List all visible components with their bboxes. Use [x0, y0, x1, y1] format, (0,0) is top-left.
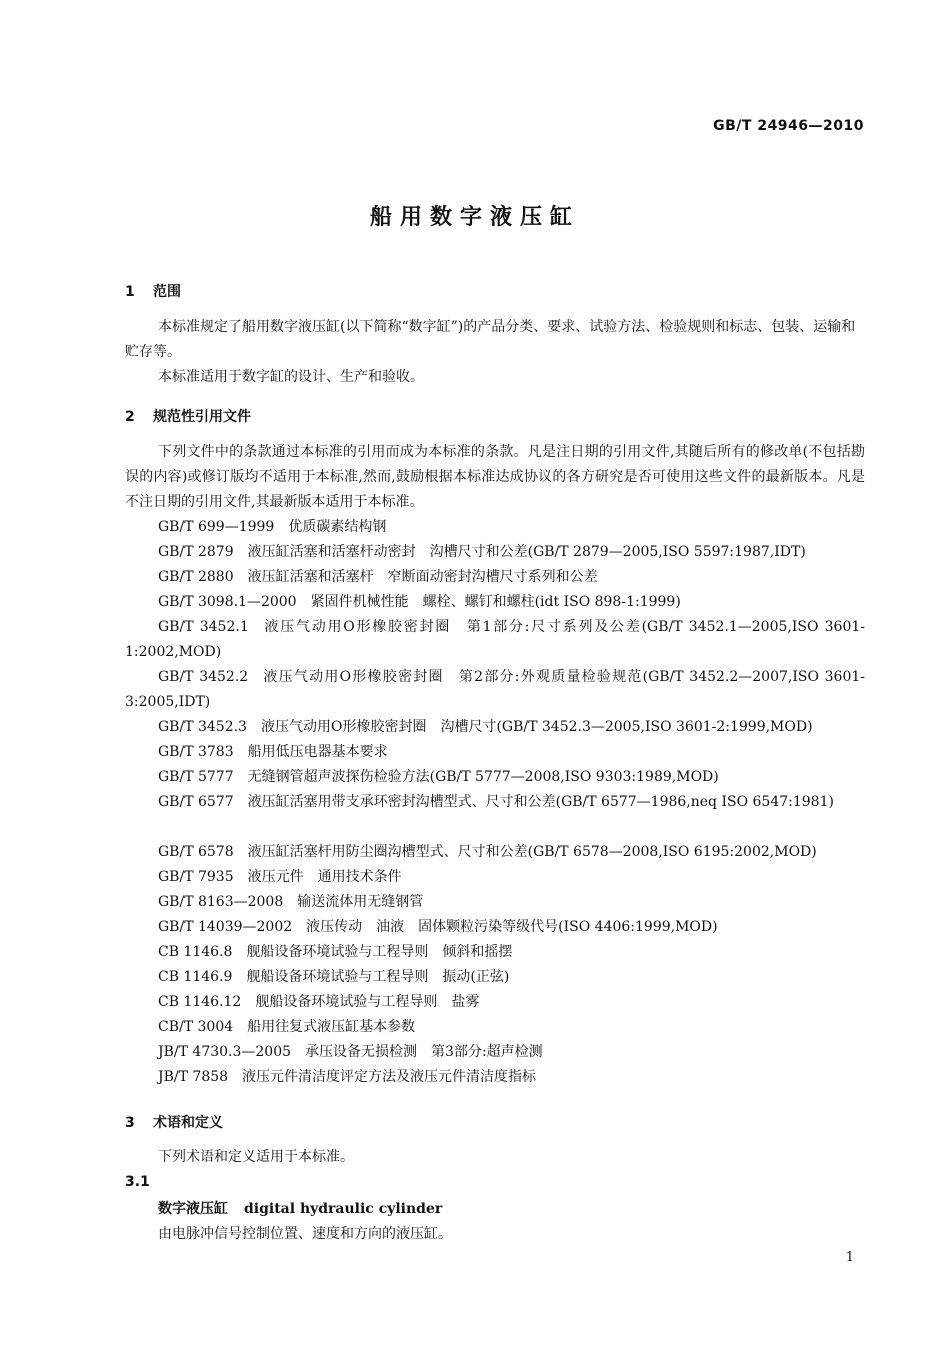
section-2-intro: 下列文件中的条款通过本标准的引用而成为本标准的条款。凡是注日期的引用文件,其随后所有的修改单(不包括勘误的内容)或修订版均不适用于本标准,然而,鼓励根据本标准达成协议的各方研究是否可使用这些文件的最新版本。凡是不注日期的引用文件,其最新版本适用于本标准。: [125, 444, 865, 510]
reference-item: [125, 790, 865, 815]
reference-title: 液压气动用O形橡胶密封圈 第1部分:尺寸系列及公差(GB/T 3452.1—2005,ISO 3601-1:2002,MOD): [125, 619, 866, 660]
term-english: digital hydraulic cylinder: [244, 1201, 443, 1217]
term-entry: [158, 1198, 442, 1218]
reference-code: GB/T 699—1999: [158, 519, 275, 535]
reference-title: 液压传动 油液 固体颗粒污染等级代号(ISO 4406:1999,MOD): [306, 919, 718, 935]
reference-title: 液压元件清洁度评定方法及液压元件清洁度指标: [242, 1069, 537, 1085]
section-number: 2: [125, 409, 135, 425]
reference-code: GB/T 3098.1—2000: [158, 594, 297, 610]
section-number: 3: [125, 1115, 135, 1131]
section-1-paragraph-2: 本标准适用于数字缸的设计、生产和验收。: [158, 369, 424, 385]
reference-item: [158, 915, 865, 940]
reference-title: 液压气动用O形橡胶密封圈 第2部分:外观质量检验规范(GB/T 3452.2—2007,ISO 3601-3:2005,IDT): [125, 669, 865, 710]
reference-code: GB/T 5777: [158, 769, 234, 785]
reference-code: GB/T 3452.3: [158, 719, 247, 735]
reference-title: 舰船设备环境试验与工程导则 盐雾: [255, 994, 480, 1010]
reference-title: 舰船设备环境试验与工程导则 倾斜和摇摆: [246, 944, 513, 960]
reference-code: GB/T 6577: [158, 794, 234, 810]
reference-item: [158, 840, 865, 865]
reference-title: 液压气动用O形橡胶密封圈 沟槽尺寸(GB/T 3452.3—2005,ISO 3601-2:1999,MOD): [260, 719, 813, 735]
reference-code: GB/T 6578: [158, 844, 234, 860]
reference-code: GB/T 3783: [158, 744, 234, 760]
standard-code: GB/T 24946—2010: [713, 118, 864, 134]
reference-title: 承压设备无损检测 第3部分:超声检测: [305, 1044, 543, 1060]
reference-code: CB 1146.8: [158, 944, 233, 960]
reference-title: 液压缸活塞用带支承环密封沟槽型式、尺寸和公差(GB/T 6577—1986,neq ISO 6547:1981): [247, 794, 834, 810]
reference-title: 液压缸活塞和活塞杆动密封 沟槽尺寸和公差(GB/T 2879—2005,ISO 5597:1987,IDT): [247, 544, 806, 560]
reference-item: [158, 715, 865, 740]
reference-code: GB/T 8163—2008: [158, 894, 284, 910]
term-chinese: 数字液压缸: [158, 1201, 228, 1217]
reference-code: CB/T 3004: [158, 1019, 234, 1035]
reference-code: GB/T 3452.2: [158, 669, 249, 685]
reference-title: 船用低压电器基本要求: [247, 744, 388, 760]
reference-item: [158, 765, 865, 790]
section-3-heading: [125, 1112, 223, 1132]
document-title: 船用数字液压缸: [369, 205, 580, 230]
reference-code: GB/T 2880: [158, 569, 234, 585]
reference-item: [158, 565, 865, 590]
reference-title: 液压元件 通用技术条件: [247, 869, 402, 885]
reference-item: [158, 1015, 865, 1040]
term-definition: 由电脉冲信号控制位置、速度和方向的液压缸。: [158, 1226, 452, 1242]
reference-code: GB/T 14039—2002: [158, 919, 293, 935]
reference-item: [125, 665, 865, 715]
section-number: 1: [125, 284, 135, 300]
reference-title: 液压缸活塞和活塞杆 窄断面动密封沟槽尺寸系列和公差: [247, 569, 598, 585]
reference-title: 优质碳素结构钢: [288, 519, 387, 535]
reference-item: [158, 1065, 865, 1090]
section-2-heading: [125, 406, 251, 426]
reference-title: 无缝钢管超声波探伤检验方法(GB/T 5777—2008,ISO 9303:1989,MOD): [247, 769, 719, 785]
reference-item: [158, 740, 865, 765]
reference-code: GB/T 2879: [158, 544, 234, 560]
reference-code: JB/T 7858: [158, 1069, 229, 1085]
reference-code: CB 1146.9: [158, 969, 233, 985]
reference-item: [125, 615, 865, 665]
reference-title: 液压缸活塞杆用防尘圈沟槽型式、尺寸和公差(GB/T 6578—2008,ISO 6195:2002,MOD): [247, 844, 817, 860]
reference-code: GB/T 3452.1: [158, 619, 249, 635]
reference-item: [158, 865, 865, 890]
reference-item: [158, 990, 865, 1015]
section-3-intro: 下列术语和定义适用于本标准。: [158, 1149, 354, 1165]
reference-title: 舰船设备环境试验与工程导则 振动(正弦): [246, 969, 510, 985]
reference-item: [158, 540, 865, 565]
reference-item: [158, 965, 865, 990]
reference-code: JB/T 4730.3—2005: [158, 1044, 292, 1060]
reference-item: [158, 590, 865, 615]
reference-item: [158, 515, 865, 540]
reference-item: [158, 1040, 865, 1065]
reference-code: GB/T 7935: [158, 869, 234, 885]
reference-title: 船用往复式液压缸基本参数: [247, 1019, 416, 1035]
reference-item: [158, 890, 865, 915]
reference-title: 输送流体用无缝钢管: [297, 894, 424, 910]
section-title: 范围: [153, 284, 181, 300]
reference-item: [158, 940, 865, 965]
subsection-number: 3.1: [125, 1174, 150, 1190]
page-number: 1: [845, 1250, 854, 1265]
section-title: 术语和定义: [153, 1115, 223, 1131]
section-1-paragraph-1: 本标准规定了船用数字液压缸(以下简称“数字缸”)的产品分类、要求、试验方法、检验规则和标志、包装、运输和贮存等。: [125, 319, 856, 360]
section-1-heading: [125, 281, 181, 301]
section-title: 规范性引用文件: [153, 409, 251, 425]
reference-title: 紧固件机械性能 螺栓、螺钉和螺柱(idt ISO 898-1:1999): [310, 594, 681, 610]
reference-code: CB 1146.12: [158, 994, 242, 1010]
